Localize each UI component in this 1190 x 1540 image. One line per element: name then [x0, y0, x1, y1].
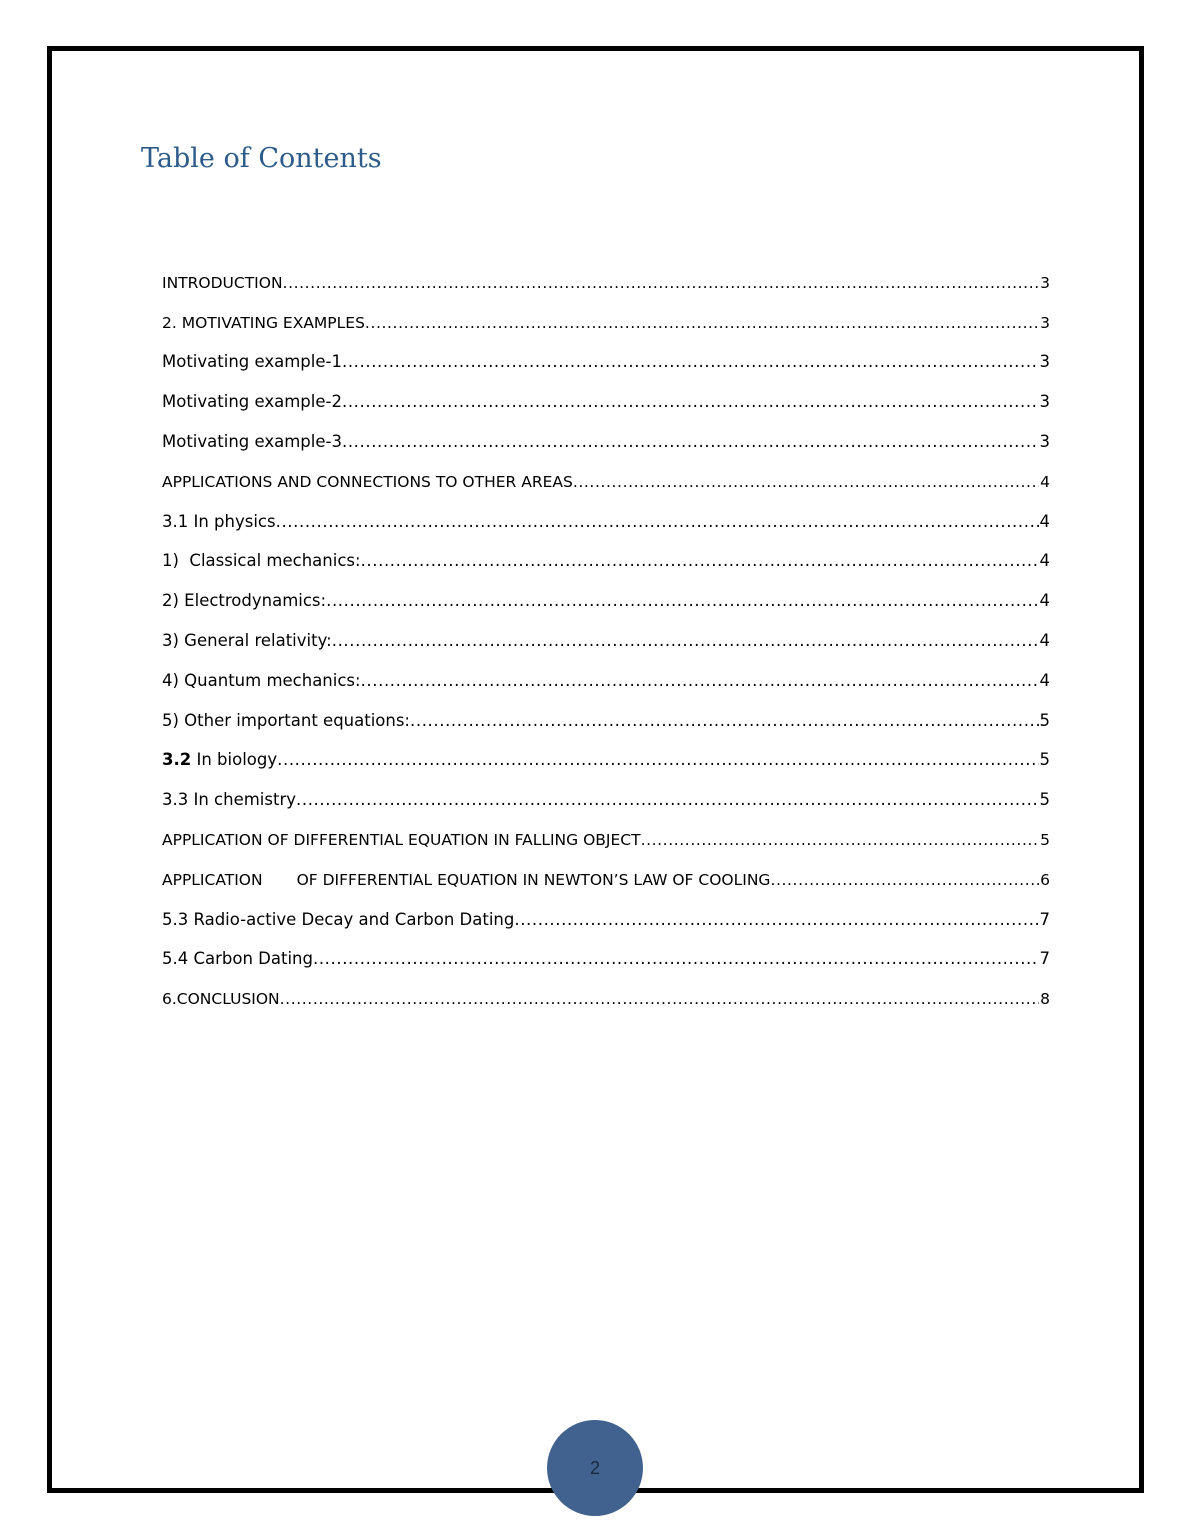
toc-leader-dots	[361, 550, 1039, 580]
toc-entry-text: Motivating example-3	[162, 431, 342, 451]
toc-page-number: 8	[1040, 990, 1050, 1009]
toc-page-number: 3	[1040, 273, 1050, 292]
toc-entry-text: Motivating example-1	[162, 352, 342, 372]
toc-entry-motivating-examples[interactable]	[162, 302, 1050, 342]
toc-entry-quantum-mechanics[interactable]	[162, 660, 1050, 700]
toc-leader-dots	[280, 988, 1039, 1018]
toc-page-number: 5	[1039, 790, 1050, 810]
toc-leader-dots	[326, 590, 1039, 620]
toc-entry-radioactive-decay[interactable]	[162, 899, 1050, 939]
toc-entry-applications-connections[interactable]	[162, 461, 1050, 501]
toc-leader-dots	[283, 272, 1039, 302]
toc-entry-text: 2. MOTIVATING EXAMPLES	[162, 313, 365, 332]
toc-page-number: 4	[1039, 630, 1050, 650]
toc-page-number: 4	[1039, 511, 1050, 531]
toc-leader-dots	[342, 351, 1039, 381]
toc-entry-motivating-example-1[interactable]	[162, 342, 1050, 382]
toc-entry-text: 5.4 Carbon Dating	[162, 949, 313, 969]
toc-leader-dots	[770, 869, 1039, 899]
toc-page-number: 4	[1039, 551, 1050, 571]
toc-list	[162, 262, 1050, 1018]
toc-entry-text: 3.3 In chemistry	[162, 790, 297, 810]
toc-entry-text: 1) Classical mechanics:	[162, 551, 361, 571]
toc-page-number: 3	[1039, 352, 1050, 372]
toc-page-number: 3	[1040, 313, 1050, 332]
toc-entry-text: 3) General relativity:	[162, 630, 332, 650]
toc-entry-text: 4) Quantum mechanics:	[162, 670, 361, 690]
toc-entry-text: Motivating example-2	[162, 392, 342, 412]
toc-page-number: 4	[1039, 591, 1050, 611]
toc-entry-label: In biology	[196, 750, 278, 770]
toc-entry-motivating-example-2[interactable]	[162, 381, 1050, 421]
toc-entry-label: OF DIFFERENTIAL EQUATION IN NEWTON’S LAW OF COOLING	[296, 870, 771, 889]
toc-entry-text: 5) Other important equations:	[162, 710, 410, 730]
toc-entry-text: 5.3 Radio-active Decay and Carbon Dating	[162, 909, 515, 929]
toc-page-number: 5	[1039, 710, 1050, 730]
toc-entry-text: APPLICATIONS AND CONNECTIONS TO OTHER AREAS	[162, 472, 573, 491]
toc-entry-text	[162, 869, 770, 899]
toc-leader-dots	[313, 948, 1039, 978]
toc-entry-falling-object[interactable]	[162, 819, 1050, 859]
toc-leader-dots	[276, 511, 1039, 541]
toc-title: Table of Contents	[141, 143, 382, 174]
page-number: 2	[589, 1457, 600, 1478]
toc-leader-dots	[514, 909, 1039, 939]
toc-leader-dots	[277, 749, 1039, 779]
toc-entry-text: INTRODUCTION	[162, 273, 283, 292]
toc-entry-in-biology[interactable]	[162, 740, 1050, 780]
toc-page-number: 6	[1040, 870, 1050, 889]
toc-entry-in-chemistry[interactable]	[162, 779, 1050, 819]
toc-entry-newtons-law-of-cooling[interactable]	[162, 859, 1050, 899]
toc-entry-text: APPLICATION OF DIFFERENTIAL EQUATION IN FALLING OBJECT	[162, 830, 641, 849]
toc-page-number: 5	[1039, 750, 1050, 770]
toc-entry-general-relativity[interactable]	[162, 620, 1050, 660]
toc-page-number: 7	[1039, 909, 1050, 929]
toc-entry-other-important-equations[interactable]	[162, 700, 1050, 740]
toc-page-number: 4	[1039, 670, 1050, 690]
toc-leader-dots	[361, 670, 1039, 700]
toc-leader-dots	[296, 789, 1039, 819]
toc-entry-introduction[interactable]	[162, 262, 1050, 302]
toc-entry-classical-mechanics[interactable]	[162, 541, 1050, 581]
toc-leader-dots	[342, 431, 1039, 461]
toc-leader-dots	[641, 829, 1039, 859]
toc-page-number: 5	[1040, 830, 1050, 849]
toc-leader-dots	[365, 312, 1039, 342]
toc-leader-dots	[332, 630, 1039, 660]
toc-entry-conclusion[interactable]	[162, 978, 1050, 1018]
toc-entry-text: 6.CONCLUSION	[162, 990, 280, 1009]
toc-entry-in-physics[interactable]	[162, 501, 1050, 541]
toc-leader-dots	[573, 471, 1039, 501]
toc-page-number: 3	[1039, 431, 1050, 451]
toc-leader-dots	[410, 710, 1039, 740]
page-number-badge	[547, 1420, 643, 1516]
toc-entry-text: 3.1 In physics	[162, 511, 276, 531]
toc-page-number: 3	[1039, 392, 1050, 412]
toc-leader-dots	[342, 391, 1039, 421]
toc-entry-text	[162, 749, 277, 779]
toc-entry-prefix: APPLICATION	[162, 870, 263, 889]
toc-page-number: 7	[1039, 949, 1050, 969]
toc-page-number: 4	[1040, 472, 1050, 491]
toc-entry-electrodynamics[interactable]	[162, 580, 1050, 620]
toc-entry-motivating-example-3[interactable]	[162, 421, 1050, 461]
toc-entry-number: 3.2	[162, 750, 192, 770]
toc-entry-carbon-dating[interactable]	[162, 939, 1050, 979]
toc-entry-text: 2) Electrodynamics:	[162, 591, 327, 611]
